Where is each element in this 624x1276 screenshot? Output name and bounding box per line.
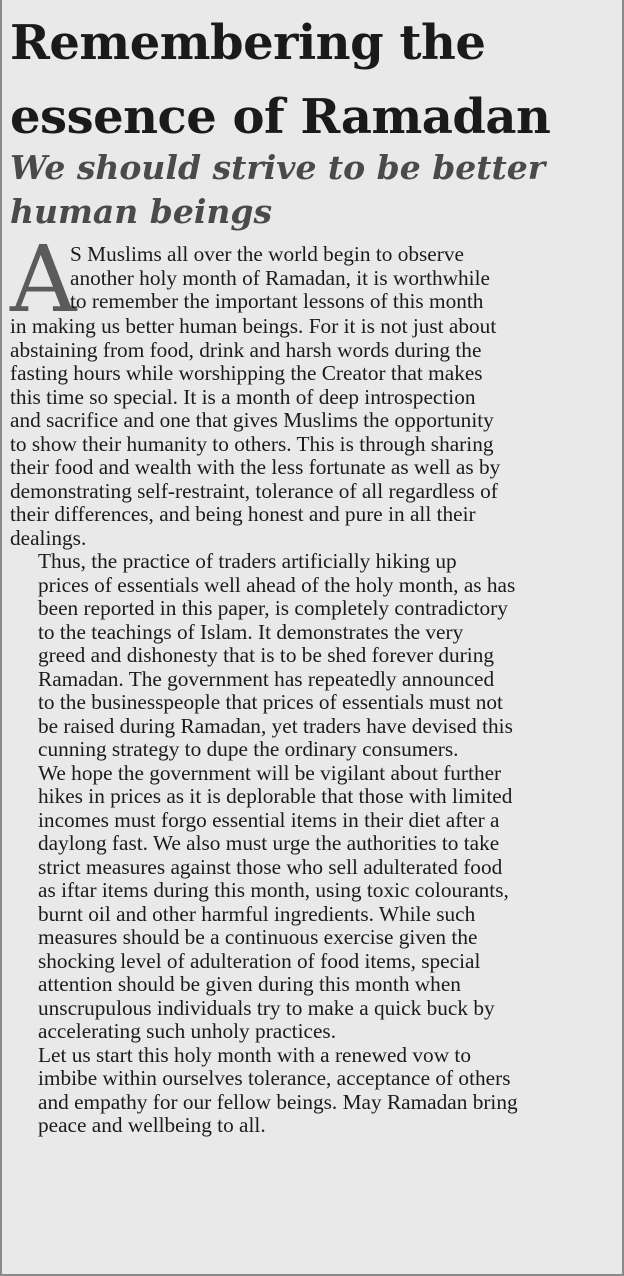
text-line: peace and wellbeing to all. xyxy=(38,1113,266,1137)
text-line: in making us better human beings. For it is not just about xyxy=(10,314,497,338)
headline: Remembering the essence of Ramadan xyxy=(10,15,551,146)
text-line: incomes must forgo essential items in their diet after a xyxy=(38,807,500,832)
text-line: their food and wealth with the less fortunate as well as by xyxy=(10,455,501,479)
text-line: to show their humanity to others. This is through sharing xyxy=(10,431,494,456)
text-line: Thus, the practice of traders artificially hiking up xyxy=(38,549,457,573)
text-line: been reported in this paper, is completely contradictory xyxy=(38,596,508,620)
text-line: Let us start this holy month with a renewed vow to xyxy=(38,1042,471,1067)
paragraph-3 xyxy=(10,762,598,1044)
text-line: to the businesspeople that prices of essentials must not xyxy=(38,690,503,714)
text-line: measures should be a continuous exercise given the xyxy=(38,925,478,949)
text-line: fasting hours while worshipping the Creator that makes xyxy=(10,361,483,385)
text-line: as iftar items during this month, using toxic colourants, xyxy=(38,878,509,902)
text-line: to remember the important lessons of this month xyxy=(70,289,484,313)
text-line: We hope the government will be vigilant about further xyxy=(38,760,502,785)
text-line: and empathy for our fellow beings. May Ramadan bring xyxy=(38,1089,518,1114)
drop-cap: A xyxy=(10,226,77,333)
text-line: imbibe within ourselves tolerance, acceptance of others xyxy=(38,1066,511,1090)
text-line: cunning strategy to dupe the ordinary consumers. xyxy=(38,737,459,761)
text-line: greed and dishonesty that is to be shed forever during xyxy=(38,643,494,667)
text-line: accelerating such unholy practices. xyxy=(38,1019,337,1043)
text-line: Ramadan. The government has repeatedly announced xyxy=(38,666,495,691)
text-line: to the teachings of Islam. It demonstrates the very xyxy=(38,619,464,644)
text-line: attention should be given during this month when xyxy=(38,972,461,996)
text-line: dealings. xyxy=(10,525,87,550)
text-line: S Muslims all over the world begin to observe xyxy=(70,242,464,266)
text-line: daylong fast. We also must urge the authorities to take xyxy=(38,831,500,855)
text-line: strict measures against those who sell adulterated food xyxy=(38,854,503,879)
paragraph-1-continued xyxy=(10,315,598,550)
text-line: and sacrifice and one that gives Muslims the opportunity xyxy=(10,408,494,432)
text-line: demonstrating self-restraint, tolerance of all regardless of xyxy=(10,478,498,503)
text-line: shocking level of adulteration of food items, special xyxy=(38,948,481,973)
paragraph-2 xyxy=(10,550,598,762)
text-line: burnt oil and other harmful ingredients. While such xyxy=(38,901,476,926)
text-line: unscrupulous individuals try to make a quick buck by xyxy=(38,995,495,1020)
text-line: be raised during Ramadan, yet traders have devised this xyxy=(38,713,513,738)
text-line: another holy month of Ramadan, it is worthwhile xyxy=(70,265,490,290)
paragraph-4 xyxy=(10,1044,598,1138)
text-line: hikes in prices as it is deplorable that those with limited xyxy=(38,784,513,808)
text-line: this time so special. It is a month of deep introspection xyxy=(10,384,476,409)
paragraph-1 xyxy=(10,226,598,550)
text-line: abstaining from food, drink and harsh words during the xyxy=(10,337,482,362)
text-line: their differences, and being honest and pure in all their xyxy=(10,502,476,526)
text-line: prices of essentials well ahead of the holy month, as has xyxy=(38,572,516,597)
article-body xyxy=(10,226,598,1138)
subheadline: We should strive to be better human beings xyxy=(10,148,546,231)
